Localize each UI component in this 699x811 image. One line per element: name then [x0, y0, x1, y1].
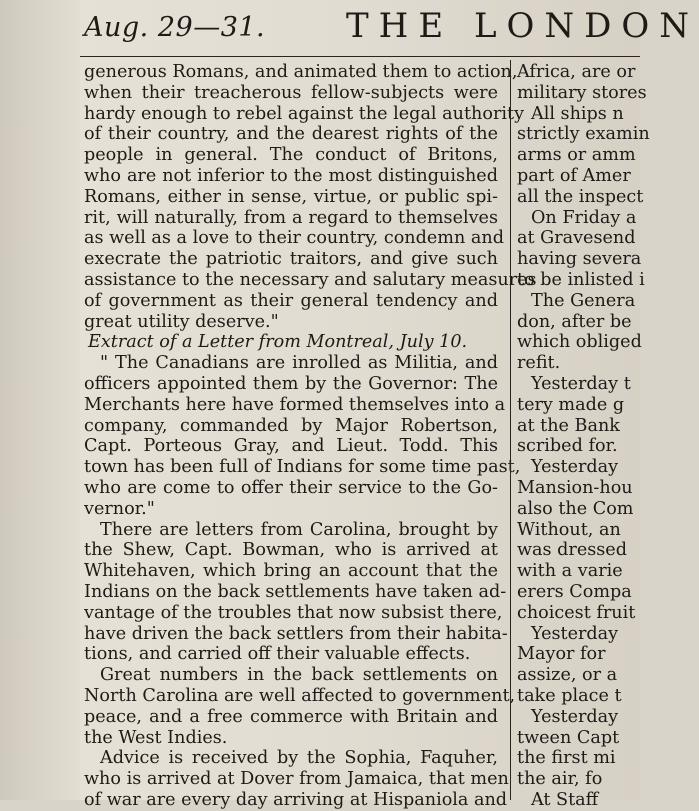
right-column-line: part of Amer: [517, 165, 631, 186]
left-column-line: vantage of the troubles that now subsist there,: [84, 602, 503, 623]
right-column-line: erers Compa: [517, 581, 632, 602]
right-column-text: [517, 62, 650, 811]
left-column-line: vernor.": [84, 498, 155, 519]
right-column-line: On Friday a: [531, 207, 637, 228]
right-column-line: also the Com: [517, 498, 634, 519]
left-column-line: town has been full of Indians for some time past,: [84, 457, 521, 478]
left-column-line: of government as their general tendency and: [84, 290, 498, 311]
left-column-line: the Shew, Capt. Bowman, who is arrived at: [84, 540, 498, 561]
left-column-line: when their treacherous fellow-subjects were: [84, 82, 498, 103]
left-column-line: as well as a love to their country, condemn and: [84, 228, 504, 249]
right-column-line: arms or amm: [517, 145, 636, 166]
left-column-line: who are come to offer their service to the Go-: [84, 477, 498, 498]
right-column-line: at Gravesend: [517, 228, 636, 249]
right-column-line: take place t: [517, 685, 622, 706]
left-column-text: [84, 62, 537, 811]
newspaper-masthead: THE LONDON: [346, 6, 699, 46]
left-column-line: Romans, either in sense, virtue, or public spi-: [84, 186, 498, 207]
left-column-line: generous Romans, and animated them to action,: [84, 62, 518, 82]
left-column-line: of their country, and the dearest rights of the: [84, 124, 498, 145]
right-column-line: having severa: [517, 249, 642, 270]
right-column-line: assize, or a: [517, 665, 618, 686]
left-column-line: There are letters from Carolina, brought by: [100, 519, 498, 540]
right-column-line: Mayor for: [517, 644, 606, 665]
right-column-line: tween Capt: [517, 727, 620, 748]
right-column-line: choicest fruit: [517, 602, 636, 623]
right-column-line: At Staff: [531, 789, 599, 810]
right-column-line: to be inlisted i: [517, 269, 645, 290]
left-column-line: who are not inferior to the most distinguished: [84, 165, 498, 186]
right-column-line: scribed for.: [517, 436, 618, 457]
left-column-line: Capt. Porteous Gray, and Lieut. Todd. This: [84, 436, 498, 457]
left-column-line: Merchants here have formed themselves into a: [84, 394, 506, 415]
right-column-line: Africa, are or: [517, 62, 636, 82]
left-column-line: company, commanded by Major Robertson,: [84, 415, 498, 436]
left-column-line: the West Indies.: [84, 727, 228, 748]
left-column-line: of war are every day arriving at Hispaniola and: [84, 789, 508, 810]
right-column-line: Mansion-hou: [517, 477, 633, 498]
left-column-line: people in general. The conduct of Britons,: [84, 145, 498, 166]
page-margin-shadow: [0, 0, 80, 800]
left-column-line: Great numbers in the back settlements on: [100, 665, 498, 686]
right-column-line: don, after be: [517, 311, 632, 332]
left-column-line: " The Canadians are inrolled as Militia, and: [100, 353, 498, 374]
right-column-line: the first mi: [517, 748, 616, 769]
right-column-line: with a varie: [517, 561, 623, 582]
right-column-line: tery made g: [517, 394, 625, 415]
left-column-line: North Carolina are well affected to government,: [84, 685, 516, 706]
left-column-line: hardy enough to rebel against the legal authority: [84, 103, 525, 124]
left-column-line: who is arrived at Dover from Jamaica, that men: [84, 769, 509, 790]
right-column-line: Yesterday: [531, 706, 619, 727]
left-column-line: rit, will naturally, from a regard to themselves: [84, 207, 498, 228]
left-column-line: tions, and carried off their valuable effects.: [84, 644, 471, 665]
right-column-line: The Genera: [531, 290, 636, 311]
right-column-line: which obliged: [517, 332, 642, 353]
issue-date: Aug. 29—31.: [84, 12, 266, 43]
left-column-line: Indians on the back settlements have taken ad-: [84, 581, 507, 602]
right-column-line: the air, fo: [517, 769, 603, 790]
left-column-line: assistance to the necessary and salutary measures: [84, 269, 537, 290]
right-column-line: Without, an: [517, 519, 621, 540]
right-column-line: refit.: [517, 353, 561, 374]
right-column-line: Yesterday: [531, 623, 619, 644]
left-column-line: Extract of a Letter from Montreal, July 10.: [88, 332, 468, 353]
left-column-line: Whitehaven, which bring an account that the: [84, 561, 498, 582]
right-column-line: at the Bank: [517, 415, 620, 436]
left-column-line: have driven the back settlers from their habita-: [84, 623, 508, 644]
right-column-line: Yesterday: [531, 457, 619, 478]
left-column-line: great utility deserve.": [84, 311, 279, 332]
right-column-line: all the inspect: [517, 186, 644, 207]
left-column-line: peace, and a free commerce with Britain and: [84, 706, 498, 727]
left-column-line: execrate the patriotic traitors, and give such: [84, 249, 498, 270]
right-column-line: strictly examin: [517, 124, 650, 145]
right-column-line: military stores: [517, 82, 647, 103]
header-rule: [80, 56, 640, 57]
right-column-line: All ships n: [531, 103, 624, 124]
right-column-line: was dressed: [517, 540, 627, 561]
column-divider: [510, 60, 511, 800]
left-column-line: officers appointed them by the Governor: The: [84, 373, 498, 394]
left-column-line: Advice is received by the Sophia, Faquher,: [100, 748, 498, 769]
right-column-line: Yesterday t: [531, 373, 631, 394]
